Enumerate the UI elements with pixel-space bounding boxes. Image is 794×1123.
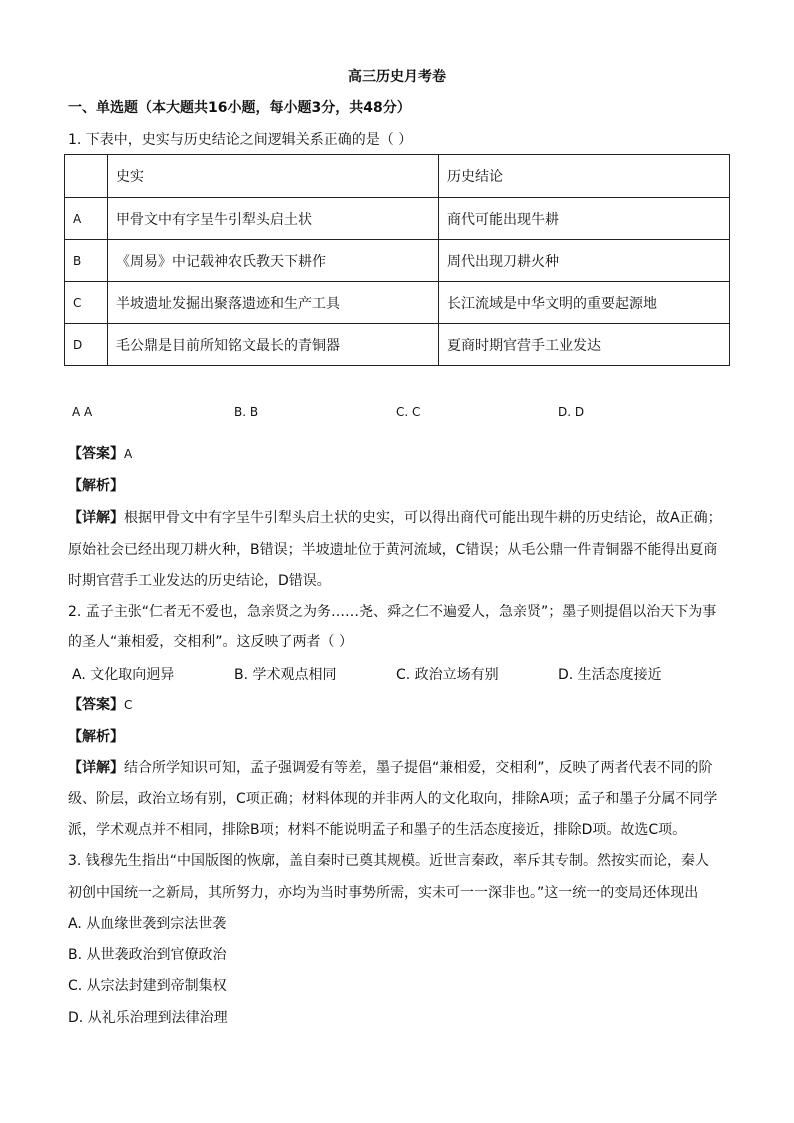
q1-table — [64, 154, 730, 366]
q2-detail-line: 派，学术观点并不相同，排除B项；材料不能说明孟子和墨子的生活态度接近，排除D项。故选C项。 — [68, 822, 687, 838]
q2-stem-line: 2. 孟子主张“仁者无不爱也，急亲贤之为务……尧、舜之仁不遍爱人，急亲贤”；墨子则提倡以治天下为事 — [68, 604, 717, 620]
q1-detail-line: 【详解】根据甲骨文中有字呈牛引犁头启土状的史实，可以得出商代可能出现牛耕的历史结论，故A正确； — [68, 510, 722, 526]
detail-label: 【详解】 — [68, 760, 124, 776]
q2-detail-line: 【详解】结合所学知识可知，孟子强调爱有等差，墨子提倡“兼相爱，交相利”，反映了两者代表不同的阶 — [68, 760, 713, 776]
table-cell-fact: 半坡遗址发掘出聚落遗迹和生产工具 — [108, 282, 439, 324]
q2-detail-line: 级、阶层，政治立场有别，C项正确；材料体现的并非两人的文化取向，排除A项；孟子和墨子分属不同学 — [68, 791, 718, 807]
q2-option-b: B. 学术观点相同 — [234, 667, 337, 683]
q1-analysis-label: 【解析】 — [68, 478, 124, 494]
table-row — [65, 198, 730, 240]
answer-label: 【答案】 — [68, 697, 124, 713]
q2-answer — [68, 695, 132, 715]
table-cell-fact: 《周易》中记载神农氏教天下耕作 — [108, 240, 439, 282]
table-header-cell: 历史结论 — [439, 155, 730, 198]
table-cell-label: B — [65, 240, 108, 282]
q1-option-d: D. D — [558, 405, 585, 419]
q1-answer — [68, 444, 132, 464]
answer-value: C — [124, 698, 133, 712]
q2-option-d: D. 生活态度接近 — [558, 667, 662, 683]
q3-stem-line: 3. 钱穆先生指出“中国版图的恢廓，盖自秦时已奠其规模。近世言秦政，率斥其专制。然按实而论，秦人 — [68, 853, 710, 869]
q1-option-a: A A — [72, 405, 93, 419]
q1-detail-line: 原始社会已经出现刀耕火种，B错误；半坡遗址位于黄河流域，C错误；从毛公鼎一件青铜器不能得出夏商 — [68, 542, 718, 558]
table-cell-label: D — [65, 324, 108, 366]
q2-option-c: C. 政治立场有别 — [396, 667, 499, 683]
table-cell-label: C — [65, 282, 108, 324]
q2-stem-line: 的圣人“兼相爱，交相利”。这反映了两者（ ） — [68, 634, 353, 650]
q3-option-d: D. 从礼乐治理到法律治理 — [68, 1010, 228, 1026]
table-row — [65, 282, 730, 324]
table-cell-fact: 甲骨文中有字呈牛引犁头启土状 — [108, 198, 439, 240]
q1-stem: 1. 下表中，史实与历史结论之间逻辑关系正确的是（ ） — [68, 132, 413, 148]
table-cell-conclusion: 商代可能出现牛耕 — [439, 198, 730, 240]
q2-analysis-label: 【解析】 — [68, 729, 124, 745]
table-header-row — [65, 155, 730, 198]
table-row — [65, 324, 730, 366]
page-title: 高三历史月考卷 — [348, 69, 446, 85]
q3-option-a: A. 从血缘世袭到宗法世袭 — [68, 916, 227, 932]
q3-stem-line: 初创中国统一之新局，其所努力，亦均为当时事势所需，实未可一一深非也。”这一统一的变局还体现出 — [68, 885, 699, 901]
q3-option-b: B. 从世袭政治到官僚政治 — [68, 947, 227, 963]
q2-option-a: A. 文化取向迥异 — [72, 667, 175, 683]
table-cell-label: A — [65, 198, 108, 240]
q1-option-c: C. C — [396, 405, 421, 419]
detail-label: 【详解】 — [68, 510, 124, 526]
q1-option-b: B. B — [234, 405, 259, 419]
q3-option-c: C. 从宗法封建到帝制集权 — [68, 978, 227, 994]
answer-label: 【答案】 — [68, 446, 124, 462]
table-header-cell — [65, 155, 108, 198]
table-row — [65, 240, 730, 282]
answer-value: A — [124, 447, 133, 461]
table-cell-conclusion: 周代出现刀耕火种 — [439, 240, 730, 282]
section-heading: 一、单选题（本大题共16小题，每小题3分，共48分） — [68, 100, 411, 116]
table-cell-conclusion: 长江流域是中华文明的重要起源地 — [439, 282, 730, 324]
q1-detail-line: 时期官营手工业发达的历史结论，D错误。 — [68, 573, 331, 589]
table-cell-conclusion: 夏商时期官营手工业发达 — [439, 324, 730, 366]
table-header-cell: 史实 — [108, 155, 439, 198]
table-cell-fact: 毛公鼎是目前所知铭文最长的青铜器 — [108, 324, 439, 366]
